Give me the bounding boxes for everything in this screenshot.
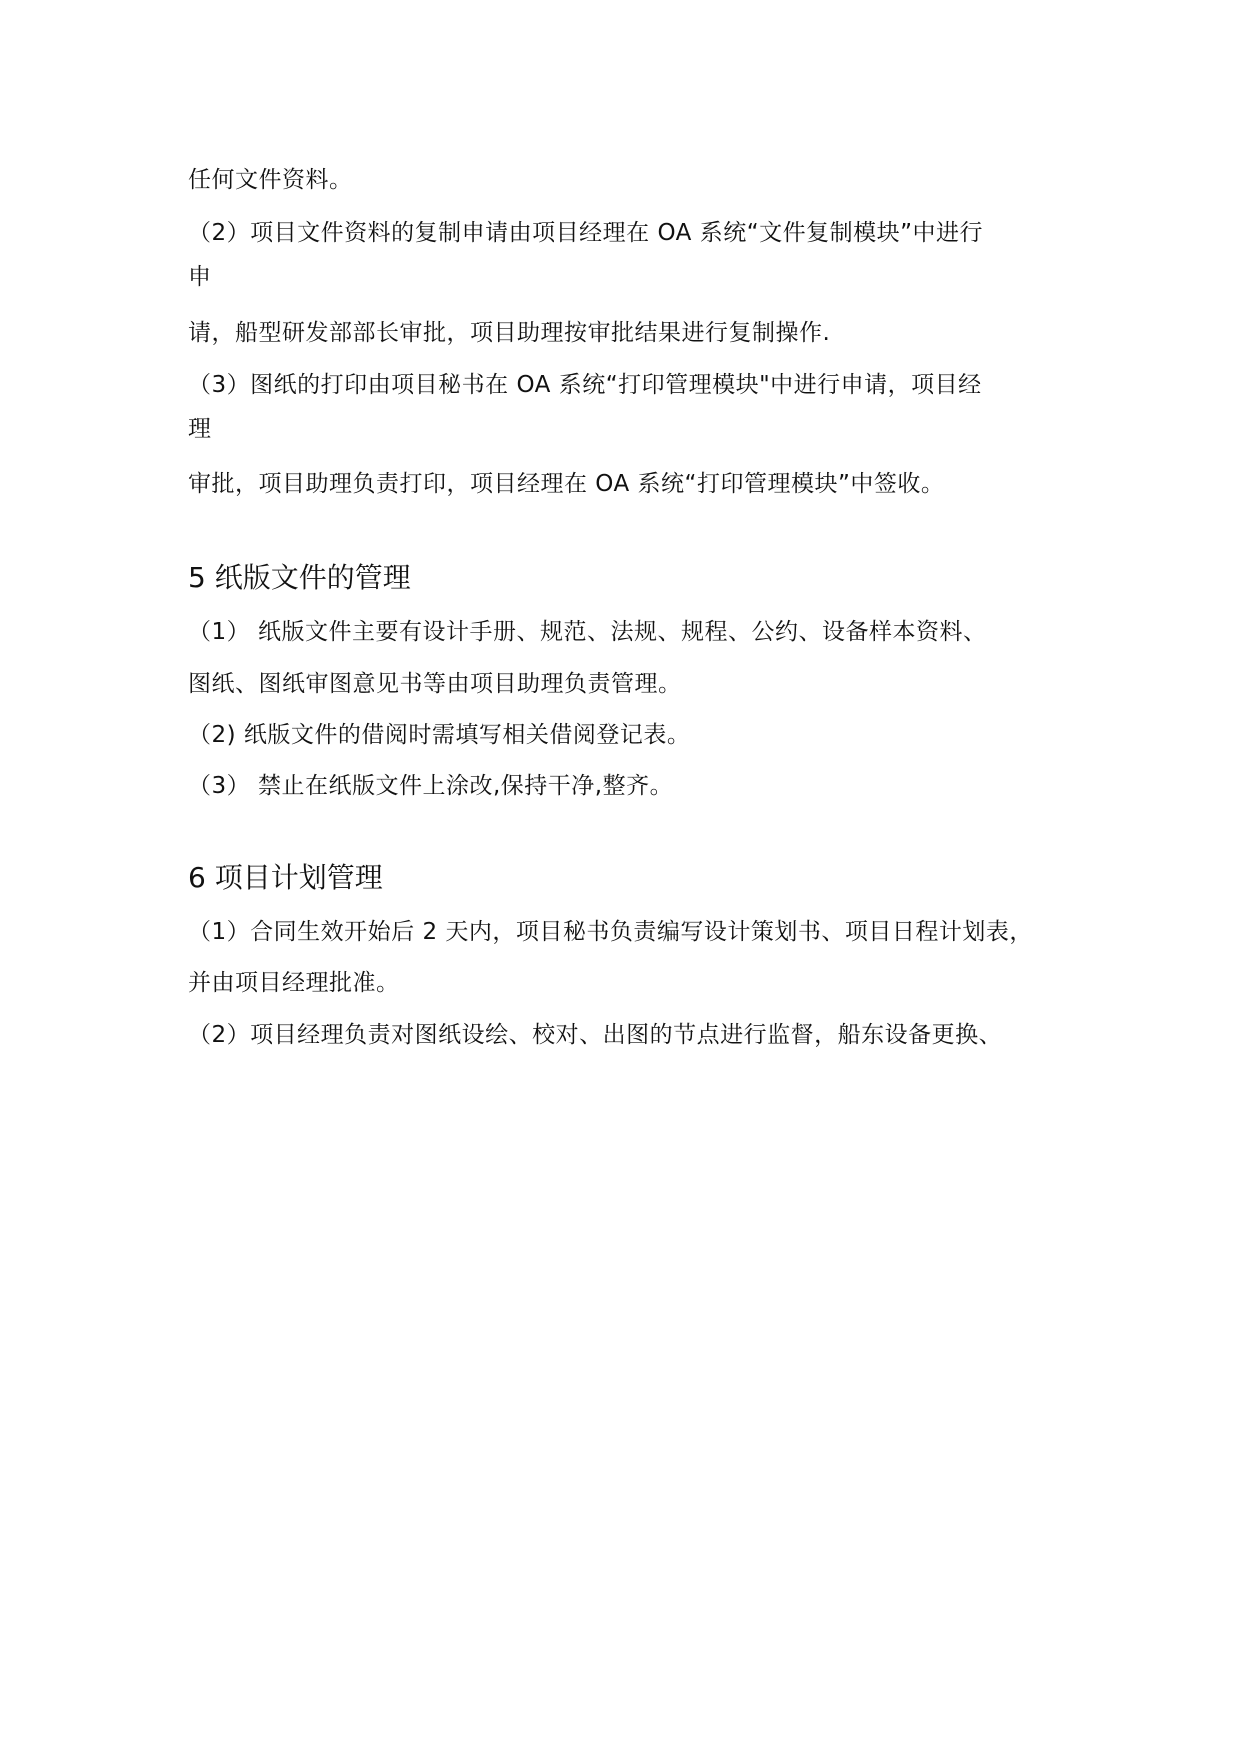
paragraph-line: 理: [188, 416, 212, 442]
paragraph-line: （3）图纸的打印由项目秘书在 OA 系统“打印管理模块"中进行申请，项目经: [188, 372, 982, 398]
section-heading-5: 5 纸版文件的管理: [188, 561, 411, 594]
paragraph-line: 申: [188, 264, 212, 290]
paragraph-line: （1） 纸版文件主要有设计手册、规范、法规、规程、公约、设备样本资料、: [188, 619, 987, 645]
paragraph-line: （3） 禁止在纸版文件上涂改,保持干净,整齐。: [188, 773, 674, 799]
paragraph-line: （2）项目经理负责对图纸设绘、校对、出图的节点进行监督，船东设备更换、: [188, 1022, 1003, 1048]
section-heading-6: 6 项目计划管理: [188, 861, 383, 894]
paragraph-line: （1）合同生效开始后 2 天内，项目秘书负责编写设计策划书、项目日程计划表，: [188, 919, 1033, 945]
paragraph-line: （2) 纸版文件的借阅时需填写相关借阅登记表。: [188, 722, 691, 748]
paragraph-line: 图纸、图纸审图意见书等由项目助理负责管理。: [188, 671, 682, 697]
paragraph-line: 审批，项目助理负责打印，项目经理在 OA 系统“打印管理模块”中签收。: [188, 471, 945, 497]
paragraph-line: 请，船型研发部部长审批，项目助理按审批结果进行复制操作.: [188, 320, 831, 346]
paragraph-line: 任何文件资料。: [188, 167, 353, 193]
paragraph-line: 并由项目经理批准。: [188, 970, 400, 996]
paragraph-line: （2）项目文件资料的复制申请由项目经理在 OA 系统“文件复制模块”中进行: [188, 220, 984, 246]
